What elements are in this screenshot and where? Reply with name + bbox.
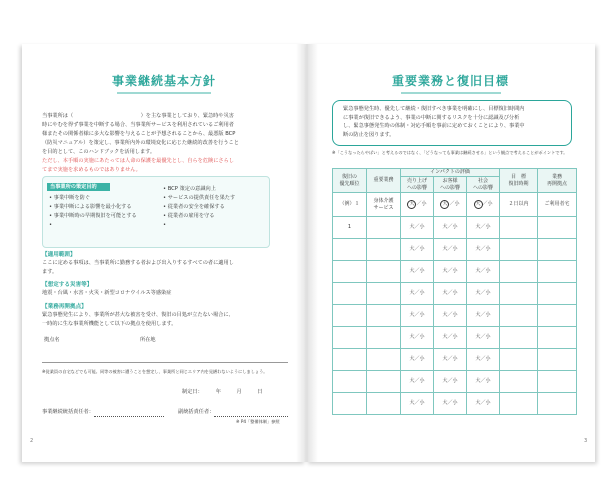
cell-restart[interactable]: [538, 349, 577, 371]
cell-society[interactable]: 大／小: [467, 217, 500, 239]
page-number-left: 2: [30, 438, 34, 444]
base-input-line[interactable]: [42, 362, 288, 363]
cell-priority[interactable]: [333, 283, 367, 305]
cell-priority[interactable]: [333, 327, 367, 349]
restart-heading: 【業務再開拠点】: [42, 304, 87, 310]
cell-sales[interactable]: 大／小: [401, 217, 434, 239]
policy-line-3: 様またその関係者様に多大な影響を与えることが予想されることから、最悪版 BCP: [42, 131, 236, 137]
cell-sales[interactable]: 大／小: [401, 239, 434, 261]
right-title-underline: [401, 92, 501, 94]
owner-label: 事業継続統括責任者：: [42, 409, 94, 415]
cell-restart[interactable]: [538, 327, 577, 349]
cell-target[interactable]: [500, 239, 538, 261]
cell-customer[interactable]: 大／小: [434, 393, 467, 415]
cell-restart[interactable]: [538, 261, 577, 283]
goal-item: • 事業中断を防ぐ: [49, 195, 91, 201]
base-note: ※従業員の自宅などでも可能。同等の被害に遭うことを想定し、事業所と同じエリア内を見繕わないようにしましょう。: [42, 369, 268, 374]
disaster-heading: 【想定する災害等】: [42, 282, 93, 288]
page-number-right: 3: [584, 438, 588, 444]
table-row[interactable]: [333, 217, 577, 239]
cell-customer[interactable]: 大／小: [434, 217, 467, 239]
policy-warning-line-2: てまで実施を求めるものではありません。: [42, 167, 141, 173]
deputy-label: 副統括責任者：: [178, 409, 215, 415]
ref-note: ※ P4「整備体制」参照: [236, 419, 280, 424]
cell-society[interactable]: 大／小: [467, 393, 500, 415]
cell-target[interactable]: [500, 217, 538, 239]
table-row[interactable]: [333, 283, 577, 305]
cell-society[interactable]: 大／小: [467, 327, 500, 349]
left-page: [22, 44, 306, 462]
cell-priority[interactable]: [333, 305, 367, 327]
scope-line-1: ここに定める事項は、当事業所に勤務する者および出入りするすべての者に適用し: [42, 260, 234, 266]
goal-item: • サービスの提供責任を果たす: [163, 195, 236, 201]
enacted-date-label: 制定日： 年 月 日: [182, 389, 263, 395]
table-row[interactable]: [333, 371, 577, 393]
table-row[interactable]: [333, 239, 577, 261]
goal-item: • 従業者の安全を確保する: [163, 204, 225, 210]
cell-priority[interactable]: [333, 371, 367, 393]
cell-business[interactable]: [367, 327, 401, 349]
cell-priority[interactable]: 1: [333, 217, 367, 239]
col-target: 目 標 復旧時期: [500, 169, 538, 193]
col-business: 重要業務: [367, 169, 401, 193]
cell-priority[interactable]: [333, 393, 367, 415]
table-row[interactable]: [333, 349, 577, 371]
cell-target[interactable]: [500, 349, 538, 371]
cell-priority[interactable]: [333, 349, 367, 371]
scope-line-2: ます。: [42, 269, 58, 275]
cell-restart[interactable]: [538, 239, 577, 261]
cell-customer[interactable]: 大／小: [434, 261, 467, 283]
cell-business[interactable]: [367, 393, 401, 415]
intro-box: [332, 100, 572, 146]
cell-business[interactable]: [367, 305, 401, 327]
cell-sales: 大 ／小: [401, 193, 434, 217]
cell-priority[interactable]: [333, 261, 367, 283]
restart-line-1: 緊急事態発生により、事業所が甚大な被害を受け、復旧の目処が立たない場合に、: [42, 312, 234, 318]
goal-item: • 事業中断による影響を最小化する: [49, 204, 132, 210]
cell-restart[interactable]: [538, 371, 577, 393]
cell-target: ２日以内: [500, 193, 538, 217]
scope-heading: 【適用範囲】: [42, 252, 76, 258]
policy-line-2: 時にやむを得ず事業を中断する場合、当事業所サービスを利用されているご利用者: [42, 122, 234, 128]
cell-restart[interactable]: [538, 217, 577, 239]
goal-item: •: [49, 222, 53, 228]
cell-customer: 大 ／小: [434, 193, 467, 217]
goal-item: • 事業中断時の早期復旧を可能とする: [49, 213, 137, 219]
cell-society[interactable]: 大／小: [467, 371, 500, 393]
cell-society[interactable]: 大／小: [467, 239, 500, 261]
base-name-label: 拠点名: [44, 337, 60, 343]
cell-sales[interactable]: 大／小: [401, 349, 434, 371]
col-impact: インパクトの評価: [401, 169, 500, 177]
right-page-title: 重要業務と復旧目標: [391, 74, 509, 88]
goal-item: •: [163, 222, 167, 228]
circled-large-icon: 大: [409, 201, 415, 207]
goal-item: • BCP 策定の意識向上: [163, 186, 216, 192]
right-page: [306, 44, 595, 462]
cell-business[interactable]: [367, 239, 401, 261]
cell-target[interactable]: [500, 371, 538, 393]
cell-business: 身体介護 サービス: [367, 193, 401, 217]
left-title-underline: [117, 92, 211, 94]
col-customer: お客様 への影響: [434, 177, 467, 193]
cell-target[interactable]: [500, 393, 538, 415]
cell-business[interactable]: [367, 217, 401, 239]
cell-customer[interactable]: 大／小: [434, 283, 467, 305]
cell-target[interactable]: [500, 327, 538, 349]
col-sales: 売り上げ への影響: [401, 177, 434, 193]
goals-heading: 当事業所の策定目的: [47, 183, 110, 191]
cell-society[interactable]: 大／小: [467, 349, 500, 371]
table-row[interactable]: [333, 305, 577, 327]
policy-line-4: （防災マニュアル）を策定し、事業所内外の環境変化に応じた継続的改善を行うこと: [42, 140, 239, 146]
circled-large-icon: 大: [442, 201, 448, 207]
policy-line-5: を目的として、このハンドブックを活用します。: [42, 149, 156, 155]
cell-business[interactable]: [367, 283, 401, 305]
cell-sales[interactable]: 大／小: [401, 283, 434, 305]
cell-sales[interactable]: 大／小: [401, 393, 434, 415]
cell-restart[interactable]: [538, 393, 577, 415]
cell-restart: ご利用者宅: [538, 193, 577, 217]
cell-society: 大 ／小: [467, 193, 500, 217]
circled-large-icon: 大: [475, 201, 481, 207]
disaster-line: 地震・台風・水害・火災・新型コロナウイルス等感染症: [42, 290, 172, 296]
cell-sales[interactable]: 大／小: [401, 261, 434, 283]
goals-box: [42, 176, 270, 248]
cell-restart[interactable]: [538, 283, 577, 305]
table-row[interactable]: [333, 393, 577, 415]
cell-target[interactable]: [500, 261, 538, 283]
cell-restart[interactable]: [538, 305, 577, 327]
cell-customer[interactable]: 大／小: [434, 305, 467, 327]
col-society: 社会 への影響: [467, 177, 500, 193]
cell-customer[interactable]: 大／小: [434, 371, 467, 393]
cell-society[interactable]: 大／小: [467, 261, 500, 283]
policy-warning-line-1: ただし、本手順の実施にあたっては人命の保護を最優先とし、自らを危険にさらし: [42, 158, 234, 164]
goal-item: • 従業者の雇用を守る: [163, 213, 215, 219]
deputy-input-line[interactable]: [214, 416, 288, 417]
cell-business[interactable]: [367, 349, 401, 371]
table-row[interactable]: [333, 327, 577, 349]
restart-line-2: 一時的に生な事業所機能として以下の拠点を使用します。: [42, 321, 177, 327]
cell-customer[interactable]: 大／小: [434, 239, 467, 261]
book-gutter: [296, 44, 318, 462]
table-row: [333, 193, 577, 217]
cell-customer[interactable]: 大／小: [434, 349, 467, 371]
cell-target[interactable]: [500, 283, 538, 305]
cell-business[interactable]: [367, 261, 401, 283]
address-label: 所在地: [140, 337, 156, 343]
impact-table: [332, 168, 577, 415]
left-page-title: 事業継続基本方針: [111, 74, 216, 88]
owner-input-line[interactable]: [94, 416, 164, 417]
cell-target[interactable]: [500, 305, 538, 327]
cell-society[interactable]: 大／小: [467, 305, 500, 327]
cell-society[interactable]: 大／小: [467, 283, 500, 305]
intro-text: 緊急事態発生時、優先して継続・復旧すべき事業を明確にし、目標復旧時間内 に事業が復旧できるよう、事業の中断に関するリスクを十分に認識及び分析 し、緊急事態発生時の体制・対応手順を事前に定めておくことにより、事業中 断の防止を図ります。: [343, 106, 525, 138]
cell-priority: （例）１: [333, 193, 367, 217]
cell-business[interactable]: [367, 371, 401, 393]
cell-priority[interactable]: [333, 239, 367, 261]
cell-sales[interactable]: 大／小: [401, 327, 434, 349]
cell-sales[interactable]: 大／小: [401, 305, 434, 327]
cell-sales[interactable]: 大／小: [401, 371, 434, 393]
col-priority: 復旧の 優先順位: [333, 169, 367, 193]
cell-customer[interactable]: 大／小: [434, 327, 467, 349]
policy-line-1: 当事業所は（ ）を主な事業としており、緊急時や災害: [42, 113, 234, 119]
col-restart: 業務 再開拠点: [538, 169, 577, 193]
right-note: ※「こうなったらやばい」と考えるのではなく、「どうなっても事業は継続させる」という観点で考えることがポイントです。: [332, 150, 568, 155]
table-row[interactable]: [333, 261, 577, 283]
